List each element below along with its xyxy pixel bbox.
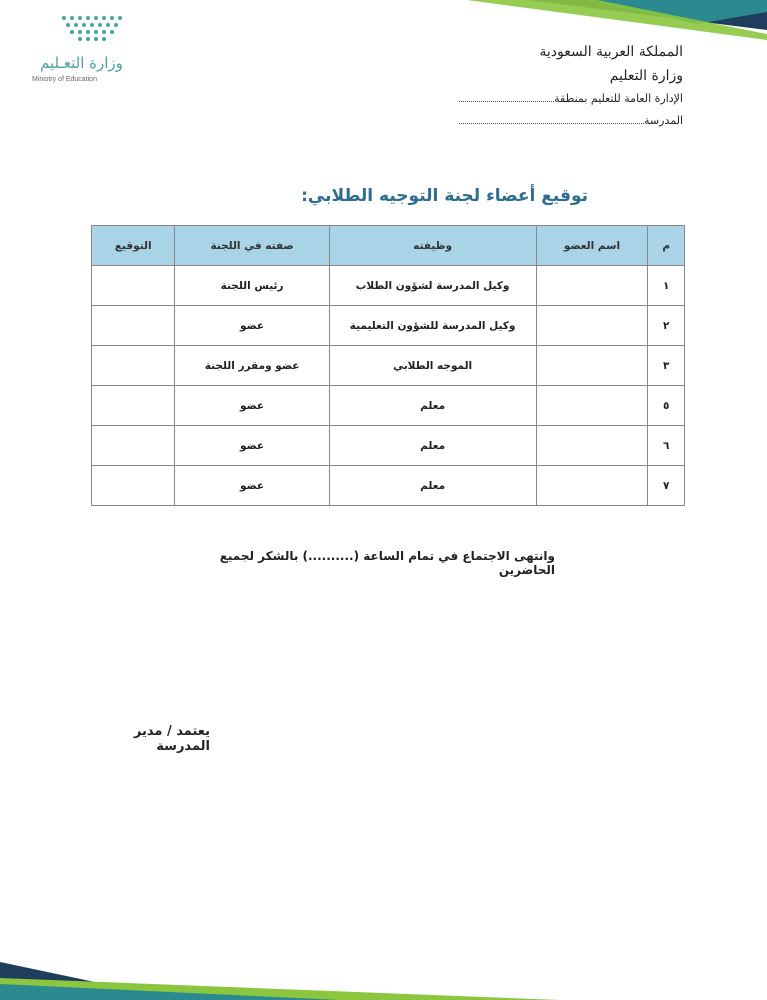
school-label: المدرسة bbox=[644, 114, 683, 127]
document-header bbox=[403, 40, 683, 132]
row-job: وكيل المدرسة للشؤون التعليمية bbox=[329, 306, 536, 346]
row-signature bbox=[92, 266, 175, 306]
header-job: وظيفته bbox=[329, 226, 536, 266]
row-signature bbox=[92, 306, 175, 346]
kingdom-line: المملكة العربية السعودية bbox=[539, 44, 683, 60]
row-name bbox=[536, 466, 648, 506]
row-role: عضو bbox=[175, 386, 329, 426]
row-name bbox=[536, 346, 648, 386]
directorate-line bbox=[403, 88, 683, 110]
row-name bbox=[536, 306, 648, 346]
logo-dots-icon bbox=[58, 14, 128, 46]
row-name bbox=[536, 426, 648, 466]
ministry-line: وزارة التعليم bbox=[609, 68, 683, 84]
row-job: وكيل المدرسة لشؤون الطلاب bbox=[329, 266, 536, 306]
row-number: ١ bbox=[648, 266, 685, 306]
school-blank bbox=[459, 113, 644, 124]
principal-approval: يعتمد / مدير المدرسة bbox=[133, 724, 210, 754]
row-role: عضو bbox=[175, 306, 329, 346]
row-signature bbox=[92, 346, 175, 386]
header-role: صفته في اللجنة bbox=[175, 226, 329, 266]
table-row bbox=[92, 386, 685, 426]
header-member-name: اسم العضو bbox=[536, 226, 648, 266]
row-number: ٦ bbox=[648, 426, 685, 466]
header-signature: التوقيع bbox=[92, 226, 175, 266]
row-name bbox=[536, 266, 648, 306]
table-row bbox=[92, 426, 685, 466]
header-number: م bbox=[648, 226, 685, 266]
row-role: رئيس اللجنة bbox=[175, 266, 329, 306]
directorate-blank bbox=[459, 91, 554, 102]
row-number: ٣ bbox=[648, 346, 685, 386]
row-role: عضو bbox=[175, 426, 329, 466]
committee-table bbox=[91, 225, 685, 506]
directorate-label: الإدارة العامة للتعليم بمنطقة bbox=[554, 92, 683, 105]
logo-arabic-text: وزارة التعـليم bbox=[40, 54, 123, 72]
closing-statement: وانتهى الاجتماع في تمام الساعة (..........) بالشكر لجميع الحاضرين bbox=[219, 549, 555, 577]
row-signature bbox=[92, 466, 175, 506]
table-header-row bbox=[92, 226, 685, 266]
row-job: معلم bbox=[329, 386, 536, 426]
logo-english-text: Ministry of Education bbox=[32, 76, 97, 83]
ministry-logo bbox=[18, 14, 128, 84]
top-corner-decoration bbox=[467, 0, 767, 40]
row-number: ٢ bbox=[648, 306, 685, 346]
row-job: معلم bbox=[329, 426, 536, 466]
table-row bbox=[92, 466, 685, 506]
school-line bbox=[403, 110, 683, 132]
row-number: ٧ bbox=[648, 466, 685, 506]
row-job: معلم bbox=[329, 466, 536, 506]
bottom-corner-decoration bbox=[0, 940, 560, 1000]
row-role: عضو bbox=[175, 466, 329, 506]
table-row bbox=[92, 346, 685, 386]
row-signature bbox=[92, 426, 175, 466]
row-role: عضو ومقرر اللجنة bbox=[175, 346, 329, 386]
row-number: ٥ bbox=[648, 386, 685, 426]
row-job: الموجه الطلابي bbox=[329, 346, 536, 386]
table-row bbox=[92, 306, 685, 346]
table-row bbox=[92, 266, 685, 306]
row-name bbox=[536, 386, 648, 426]
page-title: توقيع أعضاء لجنة التوجيه الطلابي: bbox=[301, 186, 588, 206]
row-signature bbox=[92, 386, 175, 426]
